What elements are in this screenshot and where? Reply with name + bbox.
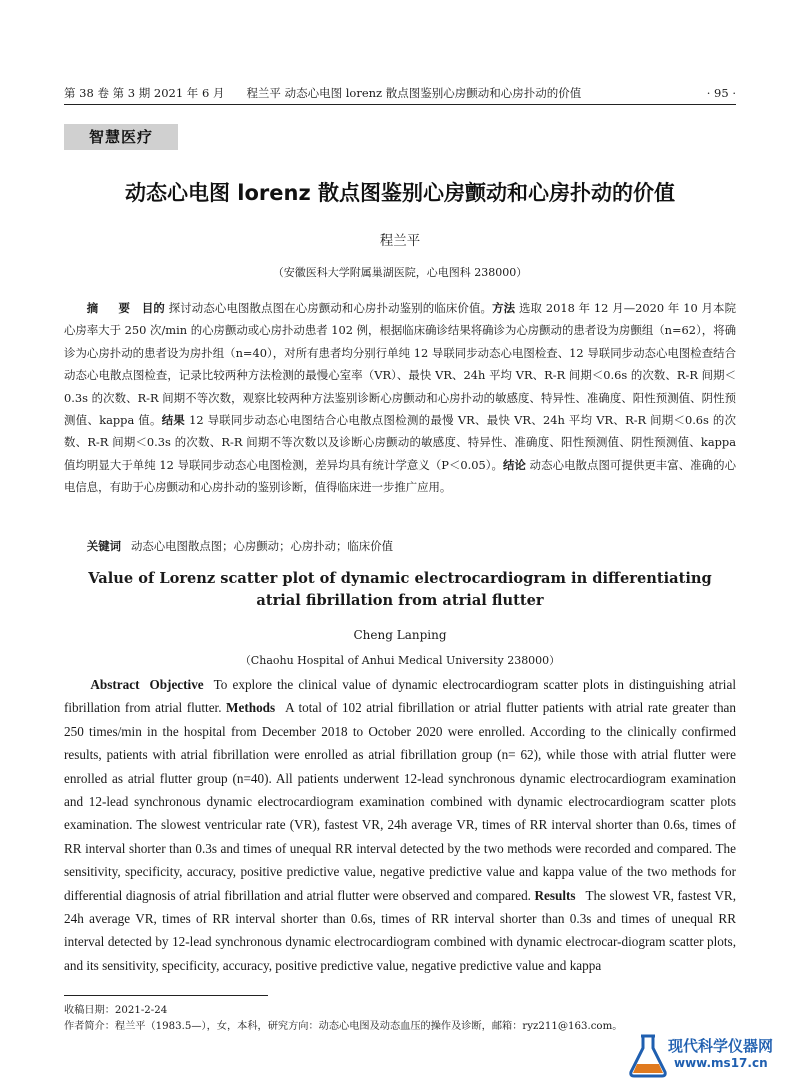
footnote-author-intro: 作者简介：程兰平（1983.5—），女，本科，研究方向：动态心电图及动态血压的操作及诊断，邮箱：ryz211@163.com。: [64, 1021, 623, 1032]
cn-objective-label: 目的: [141, 301, 165, 315]
en-methods-label: Methods: [226, 700, 276, 716]
watermark-name: 现代科学仪器网: [668, 1037, 774, 1055]
header-left: [64, 84, 581, 102]
cn-abstract: [64, 297, 736, 499]
running-title: 程兰平 动态心电图 lorenz 散点图鉴别心房颤动和心房扑动的价值: [246, 86, 582, 100]
en-objective-text: To explore the clinical value of dynamic electrocardiogram scatter plots in distinguishing atrial fibrillation from atrial flutter.: [64, 677, 736, 716]
cn-conclusion-text: 动态心电散点图可提供更丰富、准确的心电信息，有助于心房颤动和心房扑动的鉴别诊断，值得临床进一步推广应用。: [64, 457, 736, 495]
cn-keywords: [64, 535, 736, 557]
flask-icon: [628, 1032, 668, 1078]
en-methods-text: A total of 102 atrial fibrillation or atrial flutter patients with atrial rate greater than 250 times/min in the hospital from December 2018 to October 2020 were enrolled. According to the clinically confirmed results, patients with atrial fibrillation were enrolled as atrial fibrillation group (n= 62), while those with atrial flutter were enrolled as atrial flutter group (n=40). All patients underwent 12-lead synchronous dynamic electrocardiogram examination and 12-lead synchronous dynamic electrocardiogram examination combined with dynamic electrocardiogram scatter plots examination. The slowest ventricular rate (VR), fastest VR, 24h average VR, times of RR interval shorter than 0.6s, times of RR interval shorter than 0.3s and times of unequal RR interval detected by the two methods were recorded and compared. The sensitivity, specificity, accuracy, positive predictive value, negative predictive value and kappa value of the two methods for differential diagnosis of atrial fibrillation and atrial flutter were observed and compared.: [64, 700, 736, 903]
watermark-url: www.ms17.cn: [674, 1056, 768, 1070]
cn-methods-text: 选取 2018 年 12 月—2020 年 10 月本院心房率大于 250 次/min 的心房颤动或心房扑动患者 102 例，根据临床确诊结果将确诊为心房颤动的患者设为房颤组（n=62），将确诊为心房扑动的患者设为房扑组（n=40），对所有患者均分别行单纯 12 导联同步动态心电图检查、12 导联同步动态心电图检查结合动态心电散点图检查，记录比较两种方法检测的最慢心室率（VR）、最快 VR、24h 平均 VR、R-R 间期＜0.6s 的次数、R-R 间期＜0.3s 的次数、R-R 间期不等次数，观察比较两种方法鉴别诊断心房颤动和心房扑动的敏感度、特异性、准确度、阳性预测值、阴性预测值、kappa 值。: [64, 301, 736, 428]
running-header: [64, 84, 736, 105]
en-title: Value of Lorenz scatter plot of dynamic electrocardiogram in differentiating atrial fibrillation from atrial flutter: [88, 570, 712, 609]
en-objective-label: Objective: [149, 677, 204, 692]
en-author: Cheng Lanping: [353, 628, 447, 642]
cn-results-label: 结果: [161, 413, 186, 428]
watermark-logo: [628, 1028, 796, 1082]
cn-objective-text: 探讨动态心电图散点图在心房颤动和心房扑动鉴别的临床价值。: [168, 301, 493, 315]
cn-results-text: 12 导联同步动态心电图结合心电散点图检测的最慢 VR、最快 VR、24h 平均 VR、R-R 间期＜0.6s 的次数、R-R 间期＜0.3s 的次数、R-R 间期不等次数以及诊断心房颤动的敏感度、特异性、准确度、阳性预测值、阴性预测值、kappa 值均明显大于单纯 12 导联同步动态心电图检测，差异均具有统计学意义（P＜0.05）。: [64, 413, 736, 472]
cn-methods-label: 方法: [492, 301, 516, 315]
cn-affiliation: （安徽医科大学附属巢湖医院，心电图科 238000）: [272, 266, 528, 279]
en-abstract-label: Abstract: [90, 677, 140, 692]
cn-title: 动态心电图 lorenz 散点图鉴别心房颤动和心房扑动的价值: [124, 181, 676, 205]
cn-author: 程兰平: [379, 233, 421, 249]
footnote-divider: [64, 995, 268, 996]
section-tag: 智慧医疗: [64, 124, 178, 150]
cn-abstract-label: 摘 要: [86, 301, 139, 315]
page-number: · 95 ·: [706, 86, 736, 100]
cn-conclusion-label: 结论: [503, 457, 526, 472]
en-affiliation: （Chaohu Hospital of Anhui Medical University 238000）: [239, 654, 561, 667]
cn-keywords-text: 动态心电图散点图；心房颤动；心房扑动；临床价值: [130, 539, 393, 553]
en-abstract: [64, 673, 736, 977]
en-results-text: The slowest VR, fastest VR, 24h average VR, times of RR interval shorter than 0.6s, times of RR interval shorter than 0.3s and times of unequal RR interval detected by 12-lead synchronous dynamic electrocardiogram combined with dynamic electrocar-diogram scatter plots, and its sensitivity, specificity, accuracy, positive predictive value, negative predictive value and kappa: [64, 887, 737, 973]
en-results-label: Results: [534, 887, 576, 903]
volume-issue: 第 38 卷 第 3 期 2021 年 6 月: [64, 86, 225, 100]
footnote-received: 收稿日期：2021-2-24: [64, 1005, 168, 1016]
cn-keywords-label: 关键词: [86, 539, 121, 553]
